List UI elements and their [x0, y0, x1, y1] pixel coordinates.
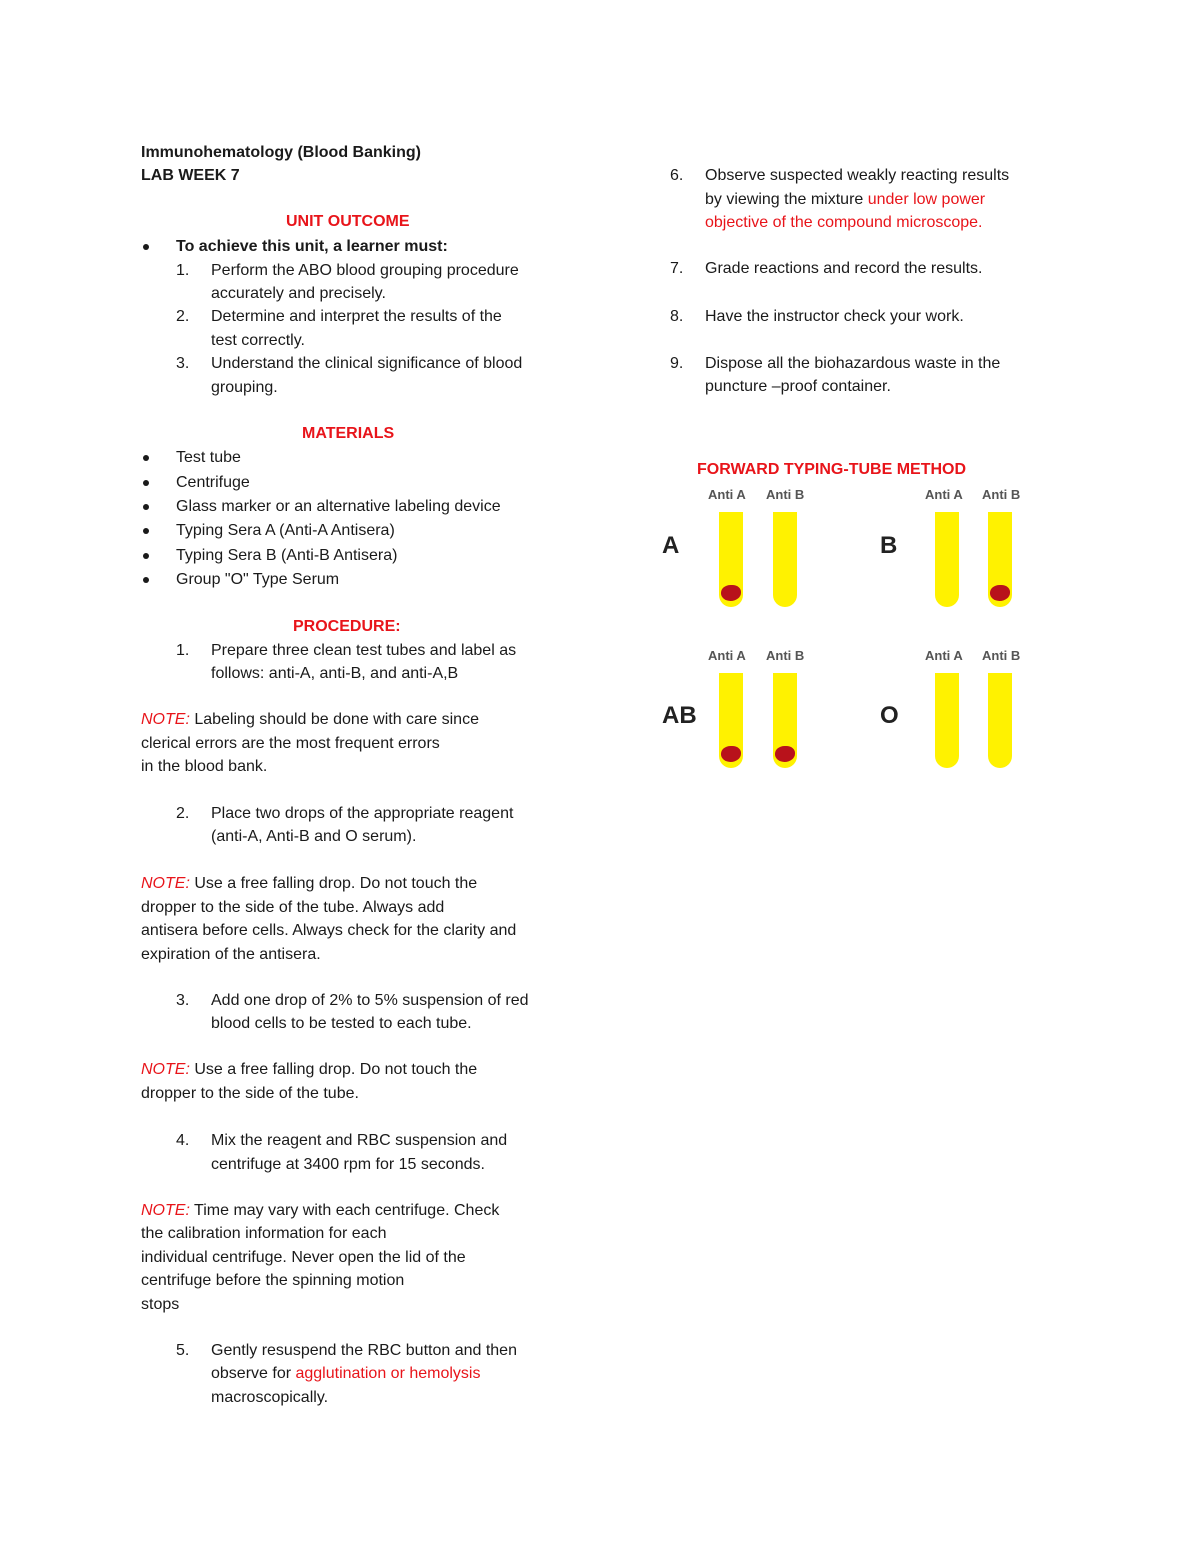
group-label-b: B	[880, 532, 898, 559]
note-label: NOTE:	[141, 711, 190, 728]
note-text: centrifuge before the spinning motion	[141, 1272, 405, 1289]
outcome-text: Understand the clinical significance of blood	[211, 355, 523, 372]
step-text: blood cells to be tested to each tube.	[211, 1015, 472, 1032]
test-tube	[935, 673, 959, 768]
step-num: 1.	[176, 642, 190, 659]
bullet-dot	[143, 455, 149, 461]
outcome-num: 3.	[176, 355, 190, 372]
step-text: Place two drops of the appropriate reagent	[211, 805, 514, 822]
procedure-heading: PROCEDURE:	[293, 618, 401, 635]
step-text: Have the instructor check your work.	[705, 308, 964, 325]
outcome-text: grouping.	[211, 379, 278, 396]
step-text-part: observe for	[211, 1365, 296, 1382]
anti-b-label: Anti B	[982, 648, 1021, 663]
step-text: follows: anti-A, anti-B, and anti-A,B	[211, 665, 459, 682]
material-item: Typing Sera A (Anti-A Antisera)	[176, 522, 395, 539]
diagram-title: FORWARD TYPING-TUBE METHOD	[697, 461, 967, 478]
step-num: 2.	[176, 805, 190, 822]
group-label-a: A	[662, 532, 680, 559]
step-text	[705, 213, 983, 233]
material-item: Group "O" Type Serum	[176, 571, 340, 588]
step-text-part: .	[978, 214, 983, 231]
step-text-part: by viewing the mixture	[705, 191, 868, 208]
anti-a-label: Anti A	[925, 487, 963, 502]
step-highlight: agglutination or hemolysis	[295, 1365, 481, 1382]
step-num: 7.	[670, 260, 684, 277]
header-title: Immunohematology (Blood Banking)	[141, 144, 421, 161]
note-label: NOTE:	[141, 875, 190, 892]
note-text: stops	[141, 1296, 180, 1313]
note-text: Labeling should be done with care since	[189, 711, 479, 728]
step-text: (anti-A, Anti-B and O serum).	[211, 828, 417, 845]
material-item: Typing Sera B (Anti-B Antisera)	[176, 547, 398, 564]
material-item: Glass marker or an alternative labeling device	[176, 498, 501, 515]
step-text	[705, 190, 985, 210]
outcome-num: 1.	[176, 262, 190, 279]
note-label: NOTE:	[141, 1202, 190, 1219]
anti-a-label: Anti A	[708, 487, 746, 502]
bullet-dot	[143, 553, 149, 559]
outcome-num: 2.	[176, 308, 190, 325]
step-highlight: under low power	[867, 191, 986, 208]
unit-outcome-heading: UNIT OUTCOME	[286, 213, 410, 230]
anti-a-label: Anti A	[925, 648, 963, 663]
note-line	[141, 710, 479, 730]
step-text: Observe suspected weakly reacting results	[705, 167, 1010, 184]
outcome-text: Perform the ABO blood grouping procedure	[211, 262, 519, 279]
materials-heading: MATERIALS	[302, 425, 395, 442]
test-tube	[988, 673, 1012, 768]
anti-b-label: Anti B	[766, 487, 805, 502]
anti-b-label: Anti B	[766, 648, 805, 663]
note-text: dropper to the side of the tube.	[141, 1085, 359, 1102]
step-text: Dispose all the biohazardous waste in the	[705, 355, 1001, 372]
step-text: Grade reactions and record the results.	[705, 260, 983, 277]
anti-a-label: Anti A	[708, 648, 746, 663]
step-num: 3.	[176, 992, 190, 1009]
note-text: the calibration information for each	[141, 1225, 387, 1242]
test-tube	[773, 512, 797, 607]
group-label-o: O	[880, 702, 899, 729]
step-num: 5.	[176, 1342, 190, 1359]
step-text: Add one drop of 2% to 5% suspension of red	[211, 992, 529, 1009]
bullet-dot	[143, 577, 149, 583]
note-line	[141, 874, 477, 894]
header-week: LAB WEEK 7	[141, 167, 240, 184]
group-label-ab: AB	[662, 702, 697, 729]
outcome-text: accurately and precisely.	[211, 285, 386, 302]
step-text: centrifuge at 3400 rpm for 15 seconds.	[211, 1156, 485, 1173]
note-text: antisera before cells. Always check for the clarity and	[141, 922, 517, 939]
bullet-dot	[143, 528, 149, 534]
note-text: dropper to the side of the tube. Always add	[141, 899, 445, 916]
step-text: Prepare three clean test tubes and label as	[211, 642, 517, 659]
note-label: NOTE:	[141, 1061, 190, 1078]
bullet-dot	[143, 480, 149, 486]
note-text: Use a free falling drop. Do not touch the	[189, 875, 478, 892]
note-line	[141, 1201, 499, 1221]
material-item: Centrifuge	[176, 474, 250, 491]
outcome-text: test correctly.	[211, 332, 305, 349]
step-num: 8.	[670, 308, 684, 325]
material-item: Test tube	[176, 449, 241, 466]
outcome-text: Determine and interpret the results of the	[211, 308, 502, 325]
note-text: clerical errors are the most frequent errors	[141, 735, 440, 752]
step-text: puncture –proof container.	[705, 378, 891, 395]
note-text: in the blood bank.	[141, 758, 268, 775]
step-num: 9.	[670, 355, 684, 372]
anti-b-label: Anti B	[982, 487, 1021, 502]
note-line	[141, 1060, 477, 1080]
step-num: 6.	[670, 167, 684, 184]
bullet-dot	[143, 504, 149, 510]
note-text: Use a free falling drop. Do not touch the	[189, 1061, 478, 1078]
note-text: expiration of the antisera.	[141, 946, 321, 963]
step-text	[211, 1364, 480, 1384]
bullet-dot	[143, 244, 149, 250]
test-tube	[935, 512, 959, 607]
step-text: Gently resuspend the RBC button and then	[211, 1342, 517, 1359]
note-text: individual centrifuge. Never open the lid of the	[141, 1249, 466, 1266]
step-text: macroscopically.	[211, 1389, 329, 1406]
step-text: Mix the reagent and RBC suspension and	[211, 1132, 508, 1149]
step-highlight: objective of the compound microscope	[705, 214, 979, 231]
unit-outcome-lead: To achieve this unit, a learner must:	[176, 238, 448, 255]
note-text: Time may vary with each centrifuge. Check	[189, 1202, 500, 1219]
step-num: 4.	[176, 1132, 190, 1149]
